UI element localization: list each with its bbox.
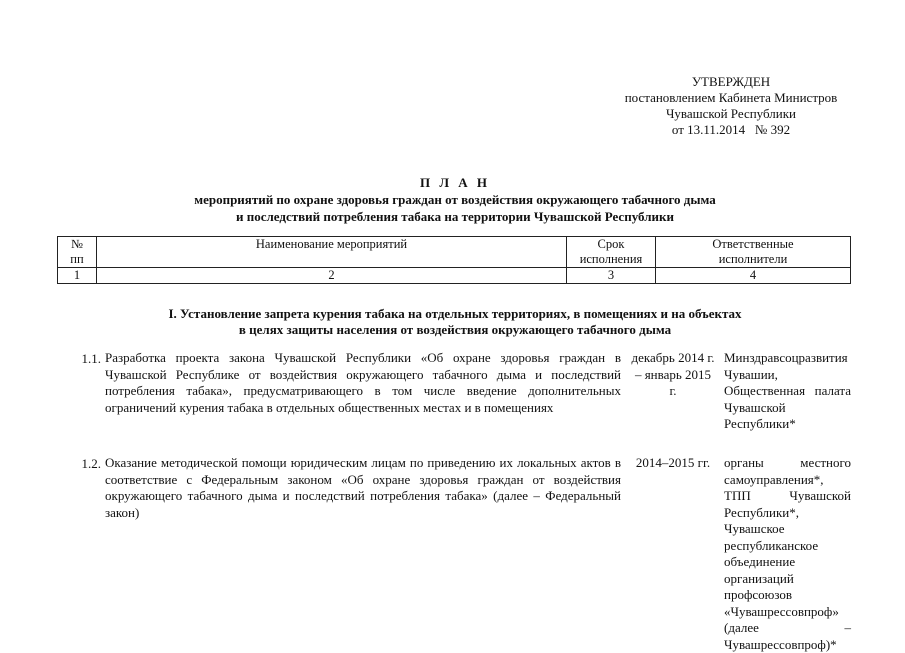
column-number-2: 2 [97,268,567,284]
plan-heading: П Л А Н [419,175,491,190]
column-number-3: 3 [567,268,656,284]
approval-title: УТВЕРЖДЕН [691,74,771,89]
header-number: № пп [58,237,97,268]
section-title [60,306,850,338]
approval-date-number: от 13.11.2014 № 392 [671,122,791,137]
row-activity: Разработка проекта закона Чувашской Республики «Об охране здоровья граждан в Чувашской Республике от воздействия окружающего табачного дыма и последствий потребления табака», предусматривающего в том числе введение дополнительных ограничений курения табака в отдельных общественных местах и в помещениях [105,350,621,415]
section-title-line2: в целях защиты населения от воздействия окружающего табачного дыма [238,322,672,337]
column-number-1: 1 [58,268,97,284]
approval-authority: постановлением Кабинета Министров [624,90,838,105]
column-number-4: 4 [656,268,851,284]
table-header-row [58,237,851,268]
plan-title [60,174,850,225]
header-term: Срок исполнения [567,237,656,268]
row-number: 1.1. [81,351,101,366]
table-column-numbers [58,268,851,284]
row-number: 1.2. [81,456,101,471]
row-responsible: Минздравсоцразвития Чувашии, Общественная палата Чувашской Республики* [724,350,851,431]
header-name: Наименование мероприятий [97,237,567,268]
header-responsible: Ответственные исполнители [656,237,851,268]
row-responsible: органы местного самоуправления*, ТПП Чувашской Республики*, Чувашское республиканское объединение организаций профсоюзов «Чувашрессовпроф» (далее – Чувашрессовпроф)* [724,455,851,652]
table-header [57,236,851,284]
row-term: декабрь 2014 г. – январь 2015 г. [631,350,715,398]
plan-subtitle-line2: и последствий потребления табака на территории Чувашской Республики [236,209,674,224]
approval-republic: Чувашской Республики [665,106,797,121]
section-title-line1: I. Установление запрета курения табака на отдельных территориях, в помещениях и на объектах [168,306,742,321]
row-activity: Оказание методической помощи юридическим лицам по приведению их локальных актов в соответствие с Федеральным законом «Об охране здоровья граждан от воздействия окружающего табачного дыма и последствий потребления табака» (далее – Федеральный закон) [105,455,621,520]
approval-block [606,74,856,138]
row-term: 2014–2015 гг. [635,455,711,470]
plan-subtitle-line1: мероприятий по охране здоровья граждан от воздействия окружающего табачного дыма [194,192,716,207]
